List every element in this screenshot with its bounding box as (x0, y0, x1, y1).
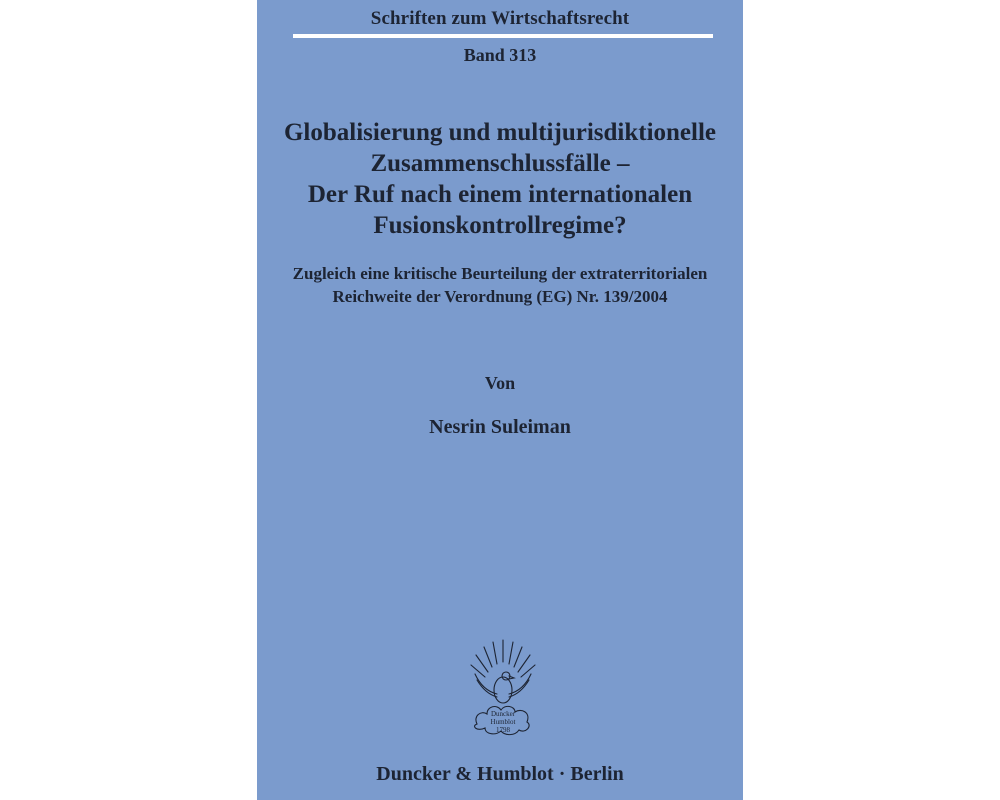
book-cover (257, 0, 743, 800)
author-name: Nesrin Suleiman (429, 416, 571, 438)
by-label: Von (484, 373, 516, 393)
book-title (257, 117, 743, 241)
subtitle-line: Reichweite der Verordnung (EG) Nr. 139/2004 (332, 287, 668, 306)
title-line: Zusammenschlussfälle – (370, 150, 630, 177)
title-line: Globalisierung und multijurisdiktionelle (283, 119, 717, 146)
phoenix-emblem-icon (463, 632, 543, 742)
logo-text (491, 710, 516, 734)
header-rule (293, 34, 713, 38)
volume-number: Band 313 (463, 45, 537, 65)
series-title: Schriften zum Wirtschaftsrecht (370, 8, 630, 29)
svg-text:1798: 1798 (496, 726, 510, 734)
publisher-imprint: Duncker & Humblot · Berlin (376, 763, 624, 785)
book-subtitle (257, 262, 743, 308)
title-line: Fusionskontrollregime? (373, 212, 627, 239)
subtitle-line: Zugleich eine kritische Beurteilung der extraterritorialen (292, 264, 708, 283)
svg-text:Humblot: Humblot (490, 718, 516, 726)
svg-text:Duncker: Duncker (490, 710, 516, 718)
title-line: Der Ruf nach einem internationalen (307, 181, 693, 208)
